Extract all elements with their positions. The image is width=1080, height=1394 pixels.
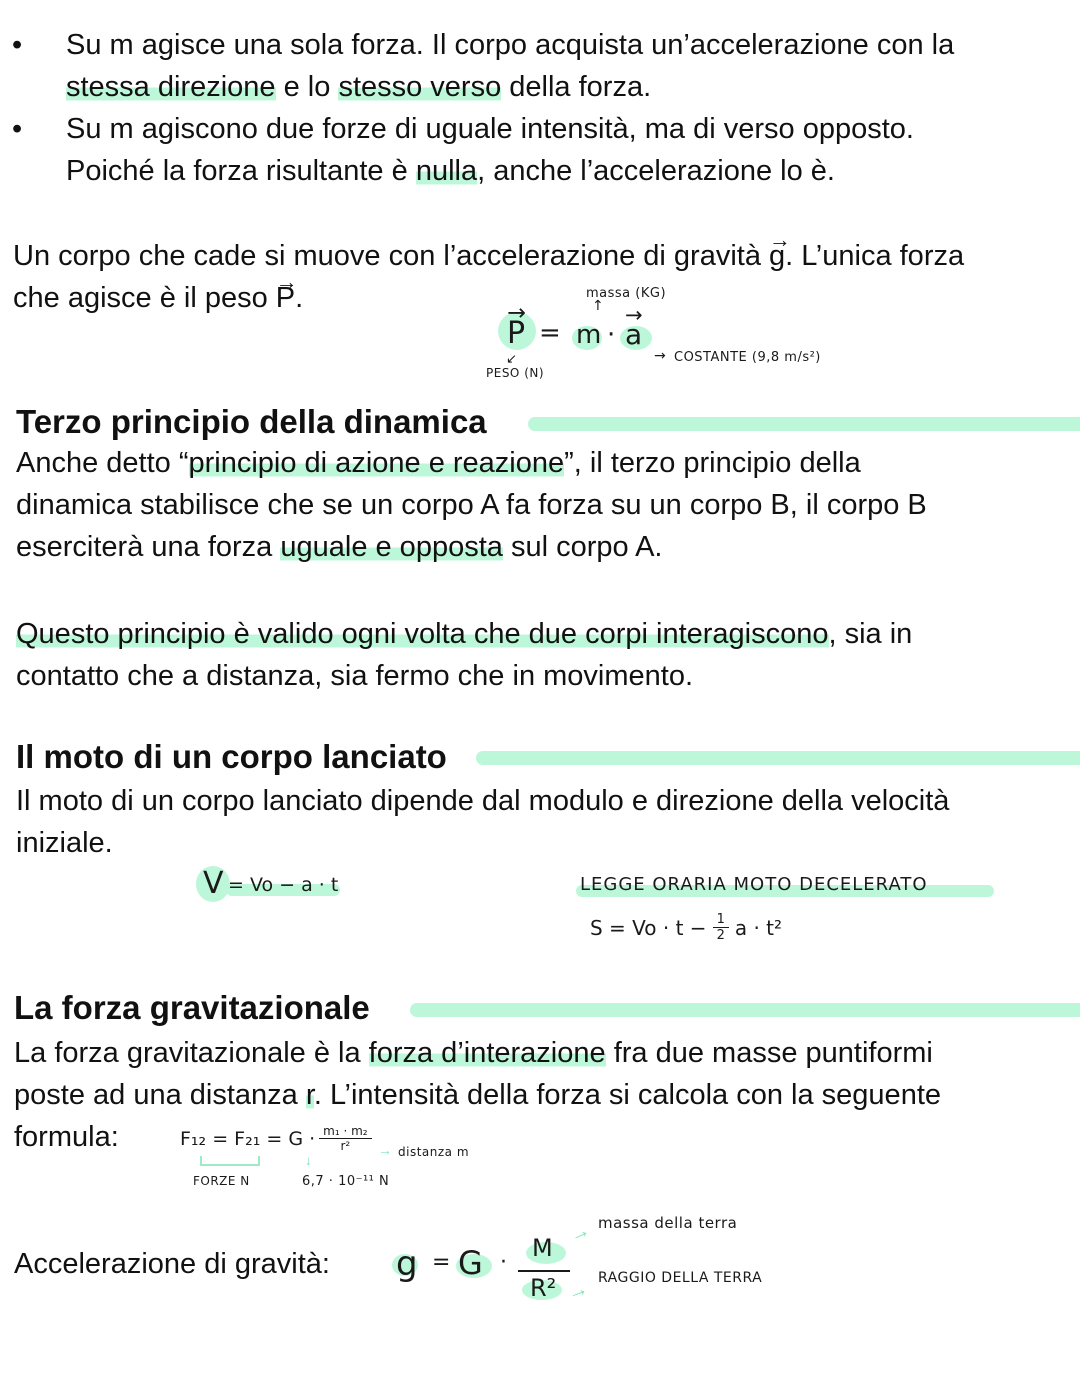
text: poste ad una distanza: [14, 1079, 306, 1111]
formula-v-rest: = Vo − a · t: [228, 874, 339, 896]
text: e lo: [275, 71, 339, 103]
gravity-line-1: [14, 1032, 933, 1074]
text: F₁₂ = F₂₁ = G ·: [180, 1127, 316, 1150]
bracket: [200, 1156, 260, 1166]
arrow-up-icon: ↑: [592, 298, 604, 314]
text: , anche l’accelerazione lo è.: [477, 155, 835, 187]
arrow-down-icon: ↓: [305, 1152, 312, 1168]
launch-line-1: Il moto di un corpo lanciato dipende dal modulo e direzione della velocità: [16, 785, 950, 817]
fraction: $\frac{\text{m₁ · m₂}}{\text{r²}}$: [319, 1124, 371, 1153]
text: che agisce è il peso: [13, 282, 276, 314]
heading-bar: [476, 751, 1080, 765]
highlight: forza d’interazione: [368, 1037, 606, 1069]
highlight: uguale e opposta: [280, 531, 503, 563]
label-constant: COSTANTE (9,8 m/s²): [674, 350, 821, 365]
heading-bar: [528, 417, 1080, 431]
formula-eq: =: [432, 1250, 451, 1275]
bullet-2-line-2: [66, 150, 835, 192]
formula-main: [180, 1124, 372, 1153]
arrow-right-icon: →: [378, 1142, 392, 1158]
label-forces: FORZE N: [193, 1174, 250, 1188]
text: sul corpo A.: [502, 531, 663, 563]
highlight: r: [305, 1079, 314, 1111]
heading-third-principle: Terzo principio della dinamica: [16, 403, 487, 440]
bullet-dot: •: [12, 113, 23, 145]
formula-a: → a: [625, 318, 642, 351]
formula-dot: ·: [607, 320, 616, 350]
accel-label: Accelerazione di gravità:: [14, 1248, 330, 1280]
gravity-line-2: [14, 1074, 941, 1116]
formula-g: g: [396, 1244, 418, 1284]
bullet-1-line-2: [66, 66, 651, 108]
law-title: LEGGE ORARIA MOTO DECELERATO: [580, 874, 928, 895]
formula-num: M: [532, 1234, 553, 1262]
falling-line-2: [13, 277, 303, 319]
third-p1-line-2: dinamica stabilisce che se un corpo A fa forza su un corpo B, il corpo B: [16, 489, 927, 521]
highlight: stessa direzione: [66, 71, 276, 103]
highlight: principio di azione e reazione: [188, 447, 565, 479]
heading-bar: [410, 1003, 1080, 1017]
gravity-line-3: formula:: [14, 1121, 119, 1153]
text: , sia in: [828, 618, 913, 650]
text: fra due masse puntiformi: [605, 1037, 933, 1069]
fraction: $\frac{1}{2}$: [713, 912, 729, 943]
text: .: [295, 282, 304, 314]
third-p1-line-1: [16, 442, 861, 484]
formula-m: m: [576, 320, 602, 350]
formula-dot: ·: [500, 1250, 507, 1275]
formula-den: R²: [530, 1274, 557, 1302]
text: della forza.: [501, 71, 652, 103]
falling-line-1: [13, 235, 964, 277]
bullet-dot: •: [12, 29, 23, 61]
arrow-right-icon: →: [564, 1277, 591, 1305]
formula-eq: =: [539, 318, 561, 348]
text: Un corpo che cade si muove con l’accelerazione di gravità: [13, 240, 770, 272]
law-formula: [590, 912, 782, 943]
label-distance: distanza m: [398, 1145, 470, 1159]
text: ”, il terzo principio della: [564, 447, 861, 479]
highlight: nulla: [415, 155, 478, 187]
text: eserciterà una forza: [16, 531, 281, 563]
formula-lhs: → P: [507, 316, 525, 351]
formula-v: V: [203, 866, 224, 901]
text: Poiché la forza risultante è: [66, 155, 416, 187]
bullet-1-line-1: Su m agisce una sola forza. Il corpo acquista un’accelerazione con la: [66, 29, 955, 61]
heading-launched-body: Il moto di un corpo lanciato: [16, 738, 447, 775]
highlight: stesso verso: [338, 71, 502, 103]
text: . L’intensità della forza si calcola con la seguente: [313, 1079, 942, 1111]
heading-gravitational-force: La forza gravitazionale: [14, 989, 370, 1026]
arrow-up-right-icon: →: [566, 1218, 594, 1248]
fraction-line: [518, 1270, 570, 1272]
text: Anche detto “: [16, 447, 189, 479]
arrow-down-icon: ↙: [506, 352, 517, 367]
highlight: Questo principio è valido ogni volta che due corpi interagiscono: [16, 618, 829, 650]
label-earth-mass: massa della terra: [598, 1214, 738, 1232]
label-earth-radius: RAGGIO DELLA TERRA: [598, 1270, 763, 1286]
text: S = Vo · t −: [590, 915, 707, 940]
formula-G: G: [458, 1244, 483, 1282]
vector-g: → g: [769, 235, 785, 277]
arrow-right-icon: →: [654, 348, 666, 364]
label-g-constant: 6,7 · 10⁻¹¹ N: [302, 1174, 390, 1189]
label-mass: massa (KG): [586, 286, 667, 301]
third-p1-line-3: [16, 526, 662, 568]
third-p2-line-2: contatto che a distanza, sia fermo che in movimento.: [16, 660, 694, 692]
vector-p: → P: [276, 277, 295, 319]
third-p2-line-1: [16, 613, 912, 655]
bullet-2-line-1: Su m agiscono due forze di uguale intensità, ma di verso opposto.: [66, 113, 914, 145]
text: . L’unica forza: [785, 240, 965, 272]
text: a · t²: [734, 915, 783, 940]
text: La forza gravitazionale è la: [14, 1037, 369, 1069]
label-weight: PESO (N): [486, 366, 545, 380]
launch-line-2: iniziale.: [16, 827, 113, 859]
